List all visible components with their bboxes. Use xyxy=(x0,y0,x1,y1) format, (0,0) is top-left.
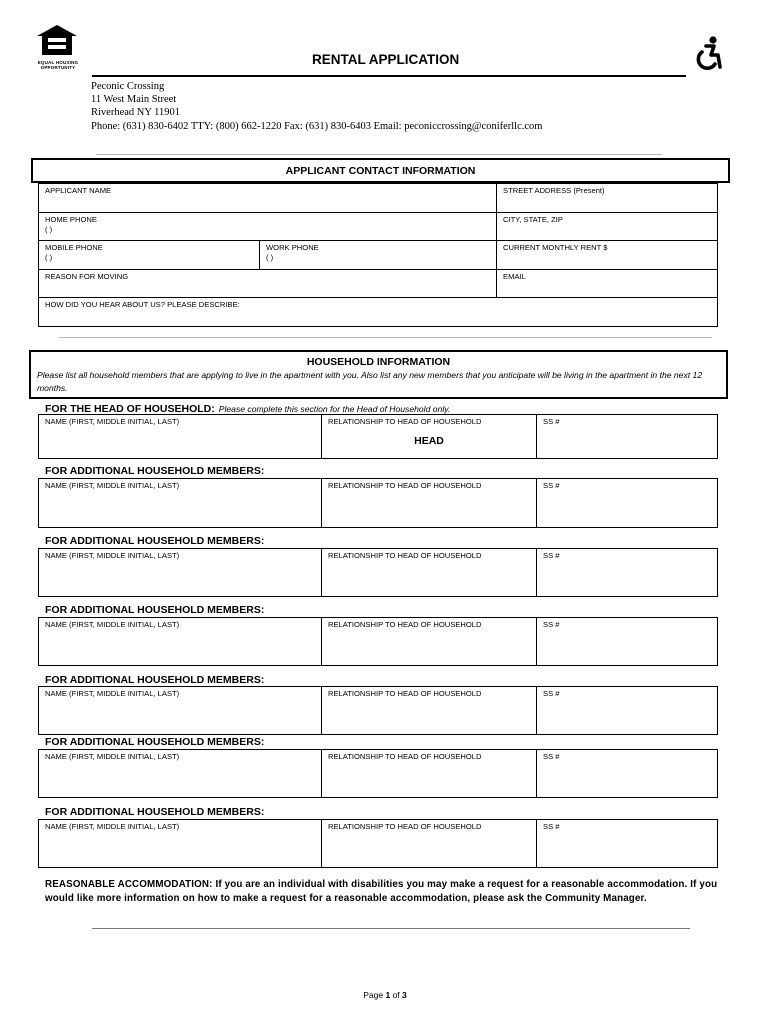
page-title: RENTAL APPLICATION xyxy=(312,52,460,67)
head-relationship-value: HEAD xyxy=(414,435,444,447)
name-field[interactable]: NAME (FIRST, MIDDLE INITIAL, LAST) xyxy=(39,820,322,868)
relationship-field[interactable]: RELATIONSHIP TO HEAD OF HOUSEHOLD xyxy=(322,549,537,597)
relationship-field[interactable]: RELATIONSHIP TO HEAD OF HOUSEHOLD xyxy=(322,750,537,798)
signature-rule xyxy=(92,928,690,929)
additional-member-heading: FOR ADDITIONAL HOUSEHOLD MEMBERS: xyxy=(45,604,265,616)
current-rent-field[interactable]: CURRENT MONTHLY RENT $ xyxy=(497,241,718,270)
equal-housing-caption: EQUAL HOUSING OPPORTUNITY xyxy=(37,60,79,70)
additional-member-heading: FOR ADDITIONAL HOUSEHOLD MEMBERS: xyxy=(45,674,265,686)
property-contact-line: Phone: (631) 830-6402 TTY: (800) 662-1220 Fax: (631) 830-6403 Email: peconiccrossing@coniferllc.com xyxy=(91,120,543,132)
property-name: Peconic Crossing xyxy=(91,81,165,92)
reasonable-accommodation-notice xyxy=(45,878,725,905)
additional-member-table xyxy=(38,686,718,735)
additional-member-table xyxy=(38,548,718,597)
ss-field[interactable]: SS # xyxy=(537,415,718,459)
email-field[interactable]: EMAIL xyxy=(497,269,718,298)
equal-housing-logo xyxy=(36,24,80,70)
wheelchair-accessibility-icon xyxy=(694,36,724,72)
additional-member-table xyxy=(38,819,718,868)
relationship-field[interactable]: RELATIONSHIP TO HEAD OF HOUSEHOLD xyxy=(322,820,537,868)
page-number: Page 1 of 3 xyxy=(363,990,407,1000)
contact-section-title: APPLICANT CONTACT INFORMATION xyxy=(285,165,476,177)
relationship-field[interactable]: RELATIONSHIP TO HEAD OF HOUSEHOLD HEAD xyxy=(322,415,537,459)
household-intro-text: Please list all household members that are applying to live in the apartment with you. Also list any new members that you anticipate will be living in the apartment in the next 12 months. xyxy=(37,370,703,393)
work-phone-field[interactable]: WORK PHONE ( ) xyxy=(260,241,497,270)
property-street: 11 West Main Street xyxy=(91,94,177,106)
title-underline xyxy=(92,75,686,77)
name-field[interactable]: NAME (FIRST, MIDDLE INITIAL, LAST) xyxy=(39,549,322,597)
how-did-you-hear-field[interactable]: HOW DID YOU HEAR ABOUT US? PLEASE DESCRIBE: xyxy=(39,298,718,327)
accommodation-heading: REASONABLE ACCOMMODATION: xyxy=(45,879,213,890)
ss-field[interactable]: SS # xyxy=(537,820,718,868)
mobile-phone-field[interactable]: MOBILE PHONE ( ) xyxy=(39,241,260,270)
head-of-household-table xyxy=(38,414,718,459)
relationship-field[interactable]: RELATIONSHIP TO HEAD OF HOUSEHOLD xyxy=(322,687,537,735)
contact-info-table xyxy=(38,183,718,327)
property-city: Riverhead NY 11901 xyxy=(91,107,181,119)
equal-housing-house-icon xyxy=(36,24,78,56)
city-state-zip-field[interactable]: CITY, STATE, ZIP xyxy=(497,212,718,241)
divider-rule xyxy=(58,337,712,338)
additional-member-table xyxy=(38,617,718,666)
home-phone-field[interactable]: HOME PHONE ( ) xyxy=(39,212,497,241)
relationship-field[interactable]: RELATIONSHIP TO HEAD OF HOUSEHOLD xyxy=(322,618,537,666)
ss-field[interactable]: SS # xyxy=(537,479,718,528)
reason-for-moving-field[interactable]: REASON FOR MOVING xyxy=(39,269,497,298)
ss-field[interactable]: SS # xyxy=(537,549,718,597)
ss-field[interactable]: SS # xyxy=(537,750,718,798)
name-field[interactable]: NAME (FIRST, MIDDLE INITIAL, LAST) xyxy=(39,415,322,459)
additional-member-heading: FOR ADDITIONAL HOUSEHOLD MEMBERS: xyxy=(45,465,265,477)
additional-member-table xyxy=(38,478,718,528)
name-field[interactable]: NAME (FIRST, MIDDLE INITIAL, LAST) xyxy=(39,479,322,528)
ss-field[interactable]: SS # xyxy=(537,618,718,666)
additional-member-heading: FOR ADDITIONAL HOUSEHOLD MEMBERS: xyxy=(45,736,265,748)
additional-member-table xyxy=(38,749,718,798)
relationship-field[interactable]: RELATIONSHIP TO HEAD OF HOUSEHOLD xyxy=(322,479,537,528)
head-of-household-note: Please complete this section for the Head of Household only. xyxy=(218,404,451,414)
ss-field[interactable]: SS # xyxy=(537,687,718,735)
property-address-block xyxy=(91,80,542,133)
divider-rule xyxy=(96,154,662,155)
additional-member-heading: FOR ADDITIONAL HOUSEHOLD MEMBERS: xyxy=(45,806,265,818)
household-section-title: HOUSEHOLD INFORMATION xyxy=(306,356,451,368)
applicant-name-field[interactable]: APPLICANT NAME xyxy=(39,184,497,213)
household-section-header xyxy=(29,350,728,399)
name-field[interactable]: NAME (FIRST, MIDDLE INITIAL, LAST) xyxy=(39,750,322,798)
additional-member-heading: FOR ADDITIONAL HOUSEHOLD MEMBERS: xyxy=(45,535,265,547)
name-field[interactable]: NAME (FIRST, MIDDLE INITIAL, LAST) xyxy=(39,687,322,735)
name-field[interactable]: NAME (FIRST, MIDDLE INITIAL, LAST) xyxy=(39,618,322,666)
accommodation-text: If you are an individual with disabilities you may make a request for a reasonable accommodation. If you would like more information on how to make a request for a reasonable accommodation, please ask the Community Manager. xyxy=(45,879,718,904)
contact-section-header xyxy=(31,158,730,183)
head-of-household-heading: FOR THE HEAD OF HOUSEHOLD: Please complete this section for the Head of Household only. xyxy=(45,403,451,415)
street-address-field[interactable]: STREET ADDRESS (Present) xyxy=(497,184,718,213)
